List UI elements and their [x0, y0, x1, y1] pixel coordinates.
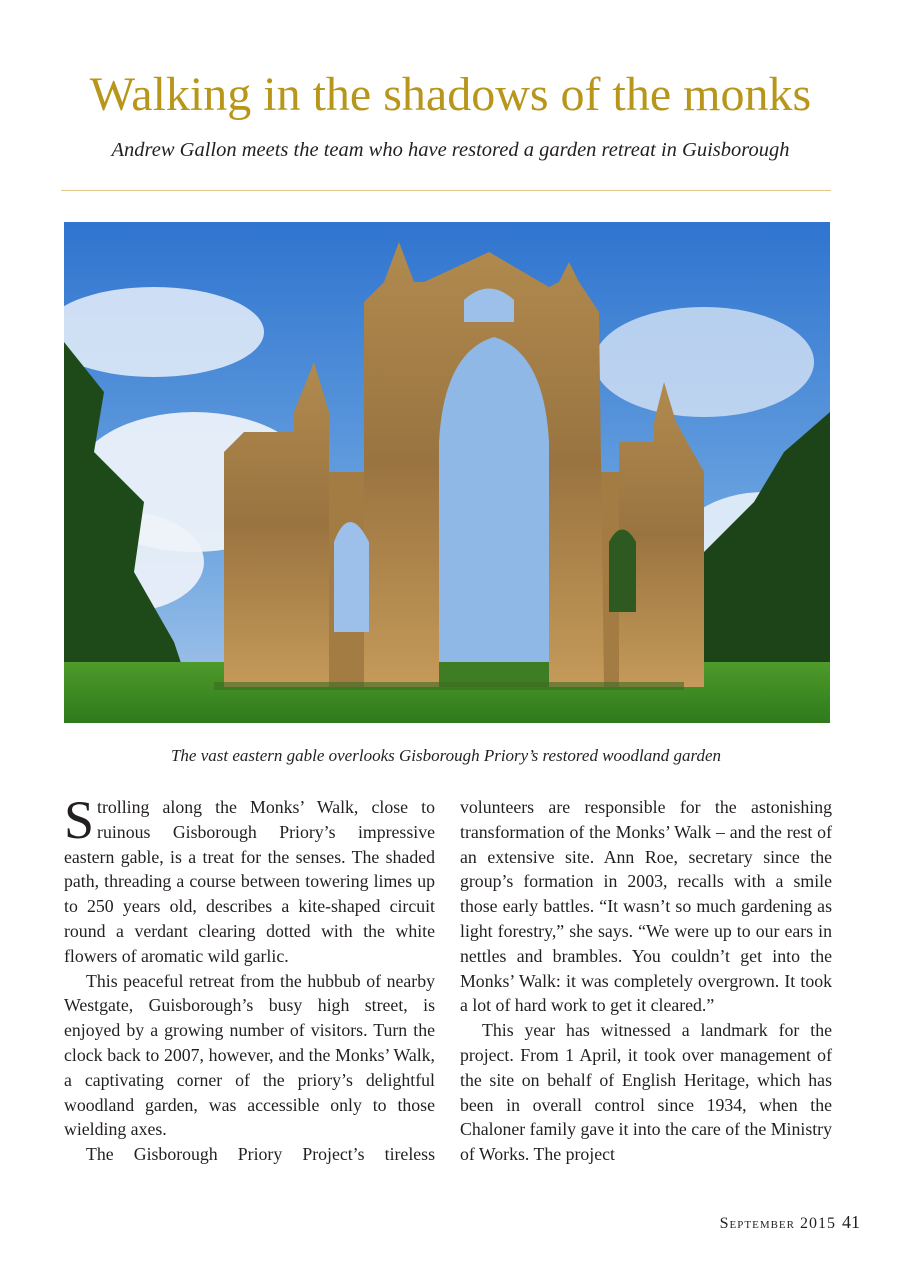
- article-subtitle: Andrew Gallon meets the team who have restored a garden retreat in Guisborough: [111, 139, 790, 161]
- article-column-left: [64, 790, 435, 1167]
- page-footer: [700, 1212, 860, 1233]
- article-title: Walking in the shadows of the monks: [89, 68, 812, 121]
- paragraph-1-text: trolling along the Monks’ Walk, close to ruinous Gisborough Priory’s impressive eastern gable, is a treat for the senses. The shaded path, threading a course between towering limes up to 250 years old, describes a kite-shaped circuit round a verdant clearing dotted with the white flowers of aromatic wild garlic.: [64, 797, 435, 966]
- title-divider: [61, 190, 831, 191]
- priory-illustration: [64, 222, 830, 723]
- photo-caption: The vast eastern gable overlooks Gisborough Priory’s restored woodland garden: [170, 746, 722, 765]
- article-column-right: [460, 795, 832, 1167]
- paragraph-3-continued: volunteers are responsible for the astonishing transformation of the Monks’ Walk – and the rest of an extensive site. Ann Roe, secretary since the group’s formation in 2003, recalls with a smile those early battles. “It wasn’t so much gardening as light forestry,” she says. “We were up to our ears in nettles and brambles. You couldn’t get into the Monks’ Walk: it was completely overgrown. It took a lot of hard work to get it cleared.”: [460, 797, 832, 1016]
- paragraph-2: This peaceful retreat from the hubbub of nearby Westgate, Guisborough’s busy high street, is enjoyed by a growing number of visitors. Turn the clock back to 2007, however, and the Monks’ Walk, a captivating corner of the priory’s delightful woodland garden, was accessible only to those wielding axes.: [64, 970, 435, 1140]
- paragraph-1: [64, 790, 435, 969]
- page-number: 41: [842, 1212, 860, 1232]
- paragraph-3-start: The Gisborough Priory Project’s tireless: [86, 1144, 435, 1165]
- drop-cap: S: [64, 790, 95, 850]
- paragraph-4: This year has witnessed a landmark for the project. From 1 April, it took over management of the site on behalf of English Heritage, which has been in overall control since 1934, when the Chaloner family gave it into the care of the Ministry of Works. The project: [460, 1020, 832, 1165]
- priory-photo: [64, 222, 830, 723]
- issue-date: September 2015: [719, 1215, 836, 1232]
